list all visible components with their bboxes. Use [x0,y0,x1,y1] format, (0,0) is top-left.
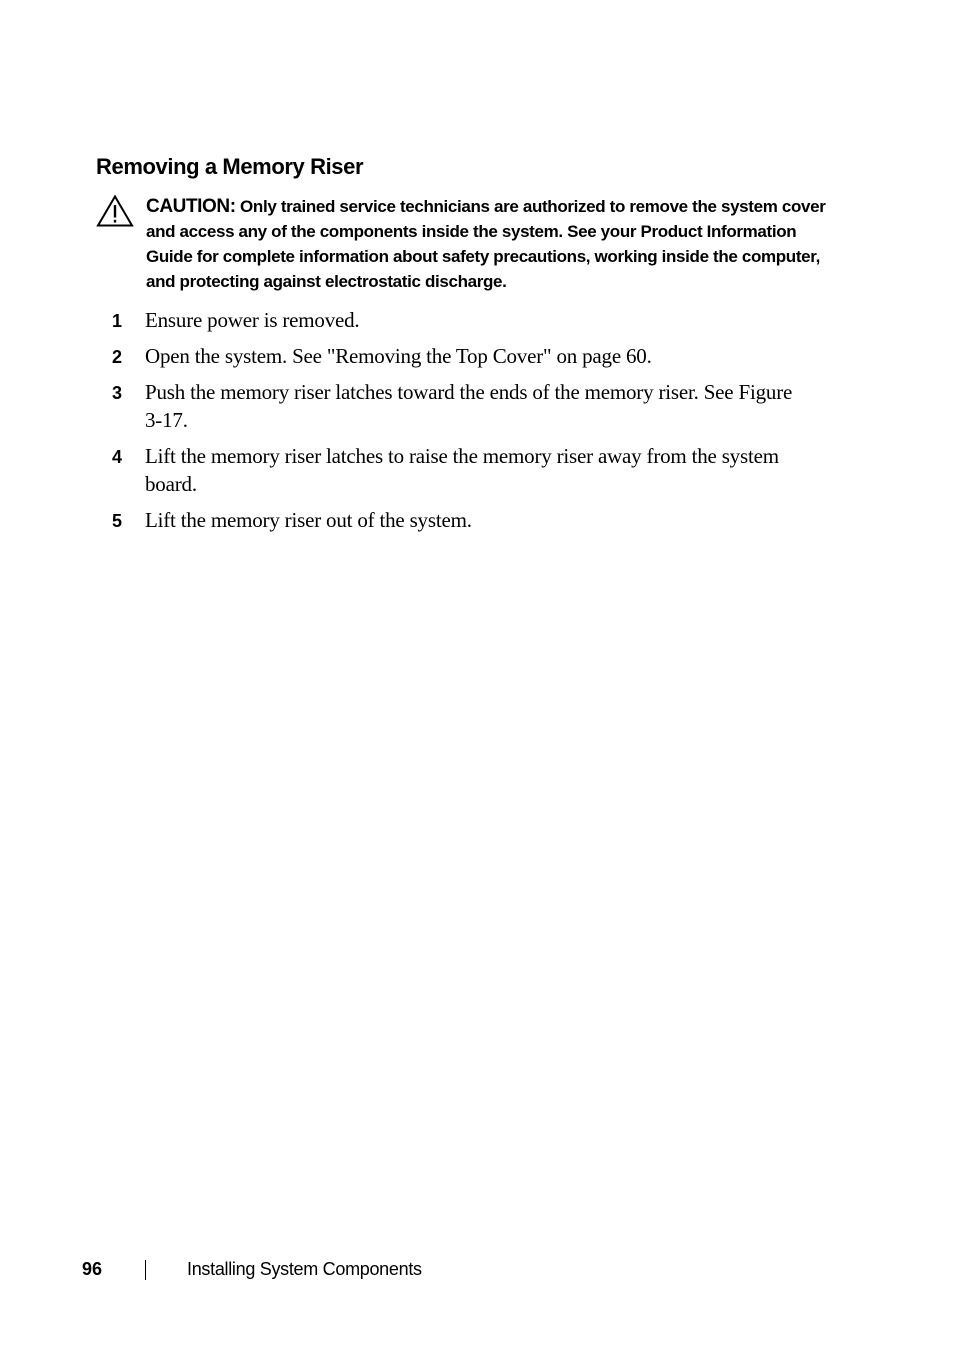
step-item [108,442,808,498]
step-number: 1 [112,311,122,331]
caution-body: Only trained service technicians are authorized to remove the system cover and access any of the components inside the system. See your Product Information Guide for complete information about safety precautions, working inside the computer, and protecting against electrostatic discharge. [146,197,826,291]
step-item [108,342,808,370]
step-number: 5 [112,511,122,531]
step-text: Lift the memory riser latches to raise the memory riser away from the system board. [145,444,779,496]
step-text: Lift the memory riser out of the system. [145,508,472,532]
caution-text [146,194,826,294]
footer-section-title: Installing System Components [187,1259,422,1279]
section-heading: Removing a Memory Riser [96,154,364,179]
step-item [108,506,808,534]
step-item [108,378,808,434]
caution-label: CAUTION: [146,196,236,217]
page-footer [82,1254,682,1284]
step-text: Open the system. See "Removing the Top Cover" on page 60. [145,344,652,368]
step-number: 3 [112,383,122,403]
step-number: 2 [112,347,122,367]
steps-list [108,306,808,542]
step-item [108,306,808,334]
footer-separator [145,1260,146,1280]
step-text: Ensure power is removed. [145,308,360,332]
warning-triangle-icon [96,194,134,228]
step-text: Push the memory riser latches toward the ends of the memory riser. See Figure 3-17. [145,380,793,432]
page-number: 96 [82,1259,103,1279]
step-number: 4 [112,447,122,467]
caution-notice [96,194,826,294]
